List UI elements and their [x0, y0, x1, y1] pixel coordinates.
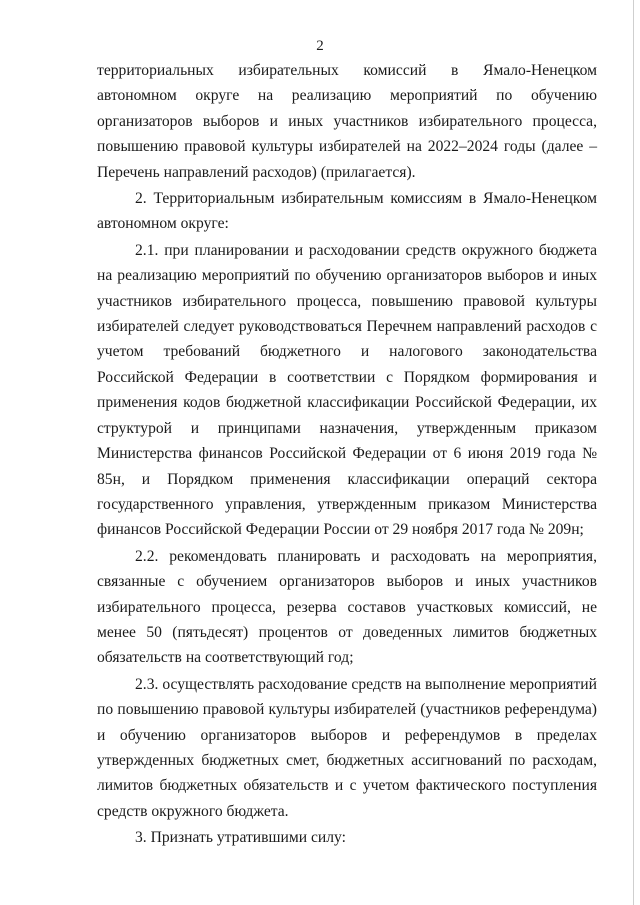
page-edge-line — [633, 0, 634, 905]
paragraph-item-2-2: 2.2. рекомендовать планировать и расходовать на мероприятия, связанные с обучением организаторов выборов и иных участников избирательного процесса, резерва составов участковых комиссий, не менее 50 (пятьдесят) процентов от доведенных лимитов бюджетных обязательств на соответствующий год; — [97, 547, 597, 667]
document-body — [97, 58, 597, 851]
page-number: 2 — [316, 38, 324, 54]
paragraph-item-3: 3. Признать утратившими силу: — [135, 829, 346, 847]
paragraph-item-2: 2. Территориальным избирательным комиссиям в Ямало-Ненецком автономном округе: — [97, 190, 597, 233]
paragraph-intro-continuation: территориальных избирательных комиссий в Ямало-Ненецком автономном округе на реализацию мероприятий по обучению организаторов выборов и иных участников избирательного процесса, повышению правовой культуры избирателей на 2022–2024 годы (далее – Перечень направлений расходов) (прилагается). — [97, 62, 597, 181]
paragraph-item-2-3: 2.3. осуществлять расходование средств на выполнение мероприятий по повышению правовой культуры избирателей (участников референдума) и обучению организаторов выборов и референдумов в пределах утвержденных бюджетных смет, бюджетных ассигнований по расходам, лимитов бюджетных обязательств и с учетом фактического поступления средств окружного бюджета. — [97, 675, 597, 820]
paragraph-item-2-1: 2.1. при планировании и расходовании средств окружного бюджета на реализацию мероприятий по обучению организаторов выборов и иных участников избирательного процесса, повышению правовой культуры избирателей следует руководствоваться Перечнем направлений расходов с учетом требований бюджетного и налогового законодательства Российской Федерации в соответствии с Порядком формирования и применения кодов бюджетной классификации Российской Федерации, их структурой и принципами назначения, утвержденным приказом Министерства финансов Российской Федерации от 6 июня 2019 года № 85н, и Порядком применения классификации операций сектора государственного управления, утвержденным приказом Министерства финансов Российской Федерации России от 29 ноября 2017 года № 209н; — [97, 241, 597, 539]
